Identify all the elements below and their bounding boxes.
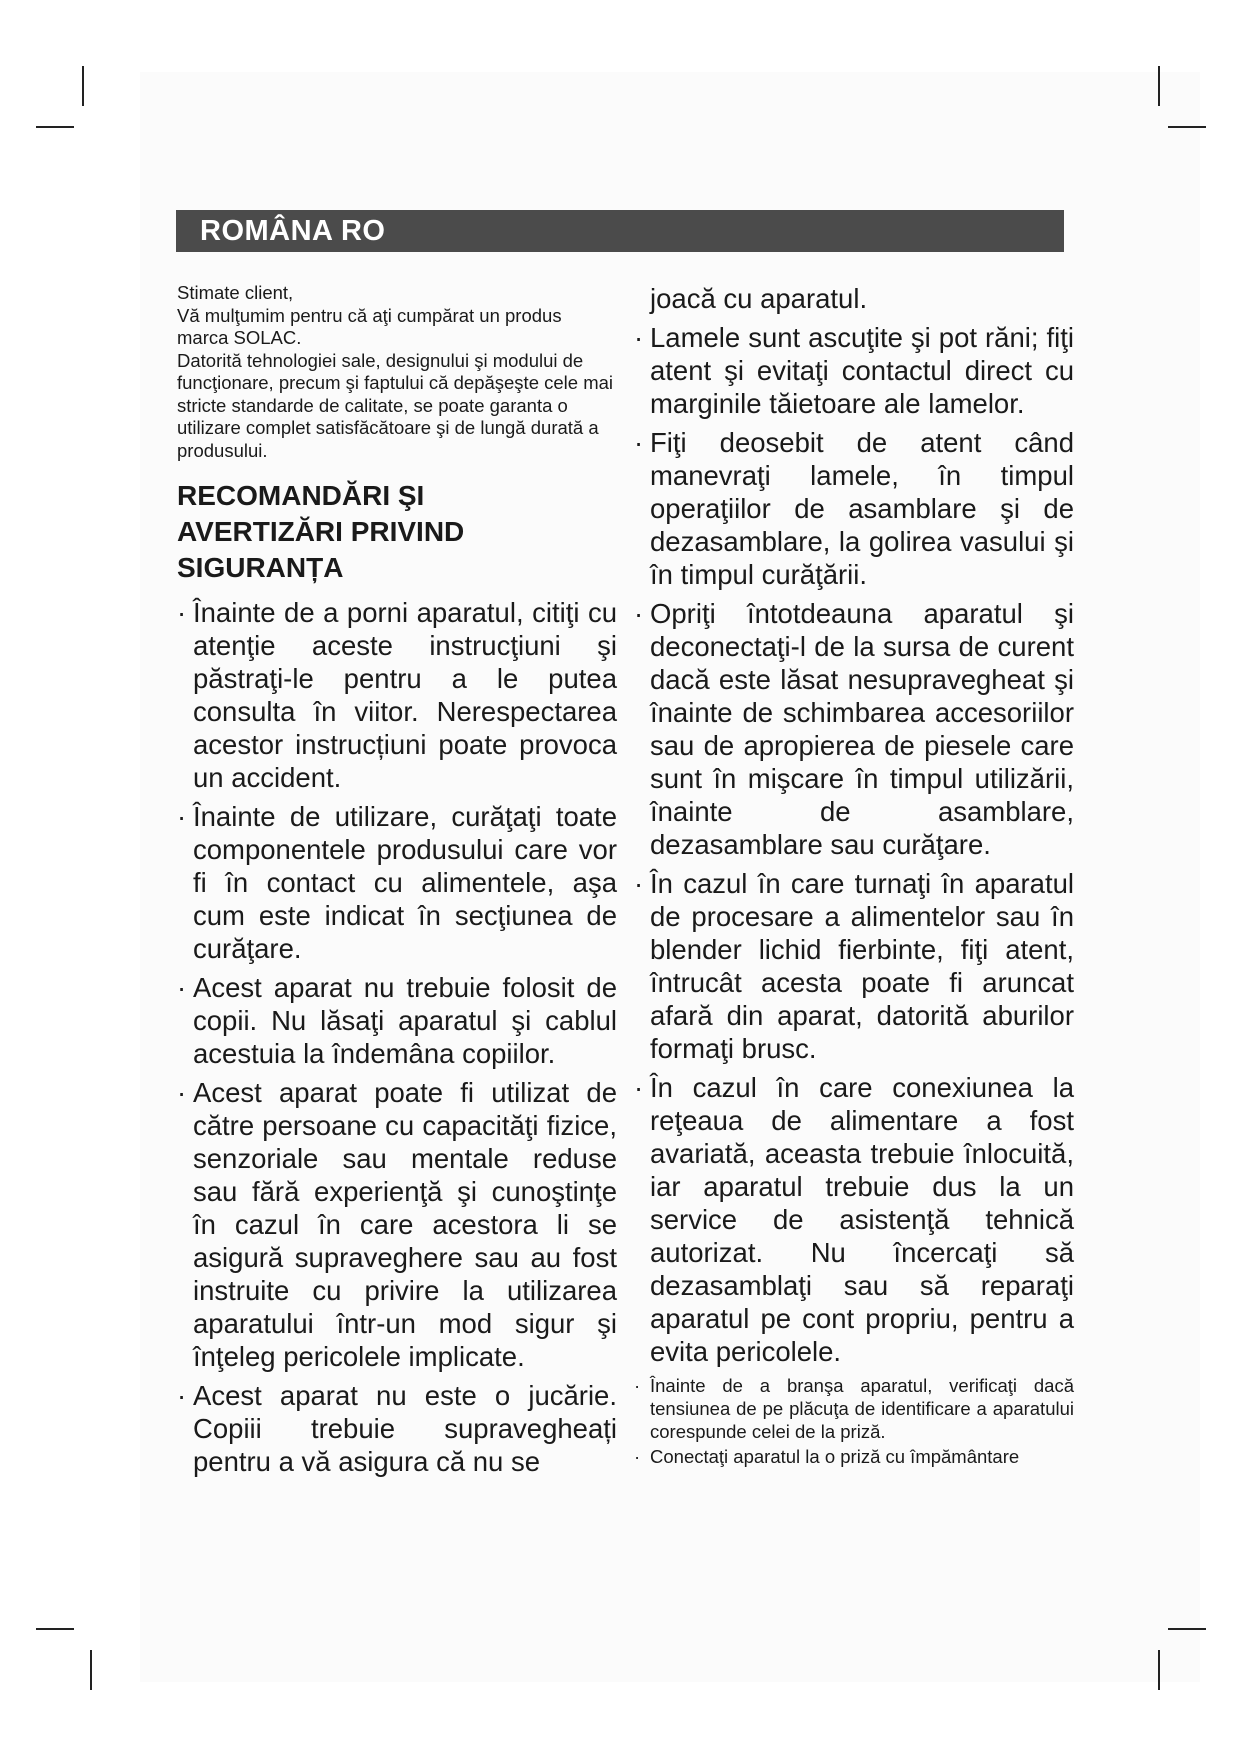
safety-item-text: În cazul în care turnaţi în aparatul de procesare a alimentelor sau în blender lichid fierbinte, fiţi atent, întrucât acesta poate fi aruncat afară din aparat, datorită aburilor formaţi brusc. (650, 868, 1074, 1064)
safety-item (177, 971, 617, 1070)
safety-item-text: Acest aparat nu este o jucărie. Copiii trebuie supravegheați pentru a vă asigura că nu se (193, 1380, 617, 1477)
intro-text (177, 282, 617, 462)
intro-description: Datorită tehnologiei sale, designului şi modului de funcţionare, precum şi faptului că depăşeşte cele mai stricte standarde de calitate, se poate garanta o utilizare complet satisfăcătoare şi de lungă durată a produsului. (177, 349, 614, 461)
bullet-marker: · (634, 598, 644, 629)
bullet-marker: · (634, 1446, 641, 1467)
crop-mark-bottom-right (1158, 1650, 1160, 1690)
safety-item (177, 800, 617, 965)
crop-mark-bottom-left-h (36, 1628, 74, 1630)
intro-thanks: Vă mulţumim pentru că aţi cumpărat un produs marca SOLAC. (177, 304, 562, 348)
language-header: ROMÂNA RO (176, 210, 1064, 252)
safety-item-text: Înainte de utilizare, curăţaţi toate componentele produsului care vor fi în contact cu alimentele, aşa cum este indicat în secţiunea de curăţare. (193, 801, 617, 964)
crop-mark-top-right (1158, 66, 1160, 106)
safety-item (634, 597, 1074, 861)
safety-item-text: Acest aparat nu trebuie folosit de copii. Nu lăsaţi aparatul şi cablul acestuia la îndemâna copiilor. (193, 972, 617, 1069)
bullet-marker: · (634, 427, 644, 458)
left-column (177, 282, 617, 1484)
safety-item (177, 1379, 617, 1478)
safety-item-text: În cazul în care conexiunea la reţeaua de alimentare a fost avariată, aceasta trebuie înlocuită, iar aparatul trebuie dus la un service de asistenţă tehnică autorizat. Nu încercaţi să dezasamblaţi sau să reparaţi aparatul pe cont propriu, pentru a evita pericolele. (650, 1072, 1074, 1367)
crop-mark-bottom-left (90, 1650, 92, 1690)
safety-item-text: Opriţi întotdeauna aparatul şi deconectaţi-l de la sursa de curent dacă este lăsat nesupravegheat şi înainte de schimbarea accesoriilor sau de apropierea de piesele care sunt în mişcare în timpul utilizării, înainte de asamblare, dezasamblare sau curăţare. (650, 598, 1074, 860)
right-column (634, 282, 1074, 1470)
safety-item-text: Lamele sunt ascuţite şi pot răni; fiţi atent şi evitaţi contactul direct cu marginile tăietoare ale lamelor. (650, 322, 1074, 419)
safety-item (177, 1076, 617, 1373)
safety-item (634, 1071, 1074, 1368)
bullet-marker: · (634, 1072, 644, 1103)
bullet-marker: · (177, 1380, 187, 1411)
bullet-marker: · (634, 868, 644, 899)
bullet-marker: · (634, 1375, 641, 1396)
intro-greeting: Stimate client, (177, 282, 294, 303)
safety-item (634, 426, 1074, 591)
crop-mark-top-left (82, 66, 84, 106)
safety-item (177, 596, 617, 794)
bullet-marker: · (177, 801, 187, 832)
safety-item (634, 321, 1074, 420)
heading-line-2: AVERTIZĂRI PRIVIND (177, 516, 465, 547)
safety-item-text: Înainte de a porni aparatul, citiţi cu atenţie aceste instrucţiuni şi păstraţi-le pentru a le putea consulta în viitor. Nerespectarea acestor instrucțiuni poate provoca un accident. (193, 597, 617, 793)
section-heading (177, 478, 617, 586)
safety-item-text: Înainte de a branşa aparatul, verificaţi dacă tensiunea de pe plăcuţa de identificare a aparatului corespunde celei de la priză. (650, 1375, 1074, 1442)
bullet-marker: · (177, 597, 187, 628)
heading-line-3: SIGURANȚA (177, 552, 344, 583)
safety-item-text: Acest aparat poate fi utilizat de către persoane cu capacităţi fizice, senzoriale sau mentale reduse sau fără experienţă şi cunoştinţe în cazul în care acestora li se asigură supraveghere sau au fost instruite cu privire la utilizarea aparatului într-un mod sigur şi înţeleg pericolele implicate. (193, 1077, 617, 1372)
continued-text: joacă cu aparatul. (650, 283, 868, 314)
bullet-marker: · (177, 972, 187, 1003)
safety-item (634, 867, 1074, 1065)
crop-mark-top-left-h (36, 126, 74, 128)
safety-item-small (634, 1445, 1074, 1468)
heading-line-1: RECOMANDĂRI ŞI (177, 480, 425, 511)
crop-mark-top-right-h (1168, 126, 1206, 128)
safety-item-text: Fiţi deosebit de atent când manevraţi lamele, în timpul operaţiilor de asamblare şi de dezasamblare, la golirea vasului şi în timpul curăţării. (650, 427, 1074, 590)
bullet-marker: · (634, 322, 644, 353)
crop-mark-bottom-right-h (1168, 1628, 1206, 1630)
safety-item-text: Conectaţi aparatul la o priză cu împământare (650, 1446, 1020, 1467)
safety-item-small (634, 1374, 1074, 1443)
bullet-marker: · (177, 1077, 187, 1108)
